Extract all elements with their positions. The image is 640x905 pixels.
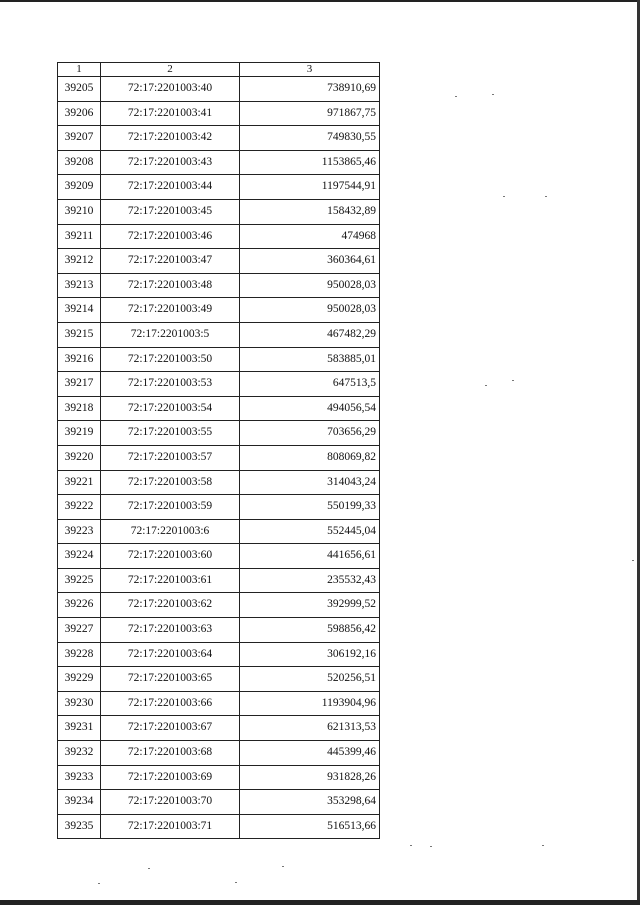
- cadastral-value-cell: 552445,04: [240, 519, 380, 544]
- table-row: [58, 224, 380, 249]
- table-row: [58, 396, 380, 421]
- cadastral-number-cell: 72:17:2201003:40: [101, 77, 240, 102]
- cadastral-number-cell: 72:17:2201003:61: [101, 568, 240, 593]
- table-row: [58, 101, 380, 126]
- table-row: [58, 741, 380, 766]
- cadastral-value-cell: 950028,03: [240, 298, 380, 323]
- cadastral-number-cell: 72:17:2201003:66: [101, 691, 240, 716]
- scan-speck: [512, 380, 514, 381]
- cadastral-number-cell: 72:17:2201003:41: [101, 101, 240, 126]
- table-row: [58, 568, 380, 593]
- cadastral-value-cell: 520256,51: [240, 667, 380, 692]
- table-row: [58, 814, 380, 839]
- table-row: [58, 790, 380, 815]
- table-row: [58, 495, 380, 520]
- cadastral-value-cell: 445399,46: [240, 741, 380, 766]
- row-number-cell: 39235: [58, 814, 101, 839]
- cadastral-number-cell: 72:17:2201003:5: [101, 322, 240, 347]
- row-number-cell: 39227: [58, 618, 101, 643]
- scan-speck: [410, 845, 412, 846]
- cadastral-value-cell: 647513,5: [240, 372, 380, 397]
- table-row: [58, 642, 380, 667]
- table-row: [58, 322, 380, 347]
- cadastral-number-cell: 72:17:2201003:58: [101, 470, 240, 495]
- cadastral-number-cell: 72:17:2201003:46: [101, 224, 240, 249]
- cadastral-number-cell: 72:17:2201003:45: [101, 199, 240, 224]
- cadastral-number-cell: 72:17:2201003:68: [101, 741, 240, 766]
- cadastral-number-cell: 72:17:2201003:57: [101, 445, 240, 470]
- cadastral-value-cell: 583885,01: [240, 347, 380, 372]
- cadastral-value-cell: 808069,82: [240, 445, 380, 470]
- cadastral-number-cell: 72:17:2201003:65: [101, 667, 240, 692]
- table-row: [58, 593, 380, 618]
- column-header-1: 1: [58, 63, 101, 77]
- row-number-cell: 39216: [58, 347, 101, 372]
- row-number-cell: 39207: [58, 126, 101, 151]
- table-row: [58, 765, 380, 790]
- row-number-cell: 39231: [58, 716, 101, 741]
- cadastral-number-cell: 72:17:2201003:44: [101, 175, 240, 200]
- scan-speck: [542, 845, 544, 846]
- row-number-cell: 39214: [58, 298, 101, 323]
- table-row: [58, 199, 380, 224]
- cadastral-number-cell: 72:17:2201003:49: [101, 298, 240, 323]
- row-number-cell: 39229: [58, 667, 101, 692]
- scan-speck: [545, 196, 547, 197]
- scan-speck: [235, 882, 237, 883]
- table-row: [58, 77, 380, 102]
- row-number-cell: 39218: [58, 396, 101, 421]
- row-number-cell: 39230: [58, 691, 101, 716]
- scan-speck: [632, 560, 634, 561]
- cadastral-value-cell: 392999,52: [240, 593, 380, 618]
- cadastral-value-cell: 158432,89: [240, 199, 380, 224]
- row-number-cell: 39222: [58, 495, 101, 520]
- cadastral-number-cell: 72:17:2201003:50: [101, 347, 240, 372]
- cadastral-number-cell: 72:17:2201003:42: [101, 126, 240, 151]
- table-row: [58, 175, 380, 200]
- table-row: [58, 470, 380, 495]
- row-number-cell: 39219: [58, 421, 101, 446]
- row-number-cell: 39223: [58, 519, 101, 544]
- table-row: [58, 716, 380, 741]
- cadastral-number-cell: 72:17:2201003:48: [101, 273, 240, 298]
- cadastral-value-cell: 494056,54: [240, 396, 380, 421]
- cadastral-value-cell: 360364,61: [240, 249, 380, 274]
- header-row: [58, 63, 380, 77]
- table-row: [58, 618, 380, 643]
- row-number-cell: 39209: [58, 175, 101, 200]
- table-row: [58, 667, 380, 692]
- cadastral-value-cell: 474968: [240, 224, 380, 249]
- cadastral-number-cell: 72:17:2201003:59: [101, 495, 240, 520]
- table-row: [58, 421, 380, 446]
- scan-speck: [282, 866, 284, 867]
- table-row: [58, 445, 380, 470]
- column-header-2: 2: [101, 63, 240, 77]
- cadastral-number-cell: 72:17:2201003:62: [101, 593, 240, 618]
- cadastral-value-cell: 306192,16: [240, 642, 380, 667]
- cadastral-value-cell: 235532,43: [240, 568, 380, 593]
- table-header: [58, 63, 380, 77]
- row-number-cell: 39228: [58, 642, 101, 667]
- table-row: [58, 519, 380, 544]
- cadastral-number-cell: 72:17:2201003:55: [101, 421, 240, 446]
- table-row: [58, 298, 380, 323]
- cadastral-value-cell: 353298,64: [240, 790, 380, 815]
- row-number-cell: 39212: [58, 249, 101, 274]
- row-number-cell: 39221: [58, 470, 101, 495]
- cadastral-number-cell: 72:17:2201003:60: [101, 544, 240, 569]
- row-number-cell: 39215: [58, 322, 101, 347]
- cadastral-number-cell: 72:17:2201003:70: [101, 790, 240, 815]
- page-bottom-edge: [0, 900, 640, 905]
- cadastral-number-cell: 72:17:2201003:6: [101, 519, 240, 544]
- cadastral-number-cell: 72:17:2201003:47: [101, 249, 240, 274]
- table-row: [58, 150, 380, 175]
- row-number-cell: 39233: [58, 765, 101, 790]
- row-number-cell: 39211: [58, 224, 101, 249]
- row-number-cell: 39234: [58, 790, 101, 815]
- cadastral-value-cell: 749830,55: [240, 126, 380, 151]
- table-row: [58, 372, 380, 397]
- scan-speck: [98, 883, 100, 884]
- cadastral-value-cell: 550199,33: [240, 495, 380, 520]
- cadastral-value-cell: 621313,53: [240, 716, 380, 741]
- table-row: [58, 249, 380, 274]
- row-number-cell: 39224: [58, 544, 101, 569]
- scan-speck: [430, 846, 432, 847]
- table-row: [58, 126, 380, 151]
- cadastral-value-cell: 931828,26: [240, 765, 380, 790]
- table-body: [58, 77, 380, 839]
- row-number-cell: 39217: [58, 372, 101, 397]
- cadastral-value-table: [57, 62, 380, 839]
- row-number-cell: 39208: [58, 150, 101, 175]
- cadastral-value-cell: 516513,66: [240, 814, 380, 839]
- row-number-cell: 39220: [58, 445, 101, 470]
- scan-speck: [485, 385, 487, 386]
- cadastral-value-cell: 1197544,91: [240, 175, 380, 200]
- page-top-edge: [0, 0, 640, 2]
- row-number-cell: 39232: [58, 741, 101, 766]
- cadastral-number-cell: 72:17:2201003:64: [101, 642, 240, 667]
- cadastral-number-cell: 72:17:2201003:43: [101, 150, 240, 175]
- cadastral-value-cell: 1153865,46: [240, 150, 380, 175]
- row-number-cell: 39226: [58, 593, 101, 618]
- cadastral-value-cell: 703656,29: [240, 421, 380, 446]
- cadastral-number-cell: 72:17:2201003:71: [101, 814, 240, 839]
- cadastral-number-cell: 72:17:2201003:69: [101, 765, 240, 790]
- cadastral-value-cell: 467482,29: [240, 322, 380, 347]
- scan-speck: [455, 96, 457, 97]
- cadastral-value-cell: 971867,75: [240, 101, 380, 126]
- table-row: [58, 273, 380, 298]
- row-number-cell: 39206: [58, 101, 101, 126]
- cadastral-value-cell: 1193904,96: [240, 691, 380, 716]
- cadastral-value-cell: 314043,24: [240, 470, 380, 495]
- cadastral-value-cell: 441656,61: [240, 544, 380, 569]
- cadastral-number-cell: 72:17:2201003:67: [101, 716, 240, 741]
- cadastral-value-cell: 950028,03: [240, 273, 380, 298]
- row-number-cell: 39205: [58, 77, 101, 102]
- cadastral-number-cell: 72:17:2201003:63: [101, 618, 240, 643]
- table-row: [58, 347, 380, 372]
- table-row: [58, 691, 380, 716]
- row-number-cell: 39213: [58, 273, 101, 298]
- cadastral-value-cell: 738910,69: [240, 77, 380, 102]
- cadastral-value-cell: 598856,42: [240, 618, 380, 643]
- scan-speck: [492, 94, 494, 95]
- scan-speck: [148, 868, 150, 869]
- table-row: [58, 544, 380, 569]
- cadastral-number-cell: 72:17:2201003:54: [101, 396, 240, 421]
- row-number-cell: 39225: [58, 568, 101, 593]
- row-number-cell: 39210: [58, 199, 101, 224]
- scan-speck: [503, 196, 505, 197]
- column-header-3: 3: [240, 63, 380, 77]
- cadastral-number-cell: 72:17:2201003:53: [101, 372, 240, 397]
